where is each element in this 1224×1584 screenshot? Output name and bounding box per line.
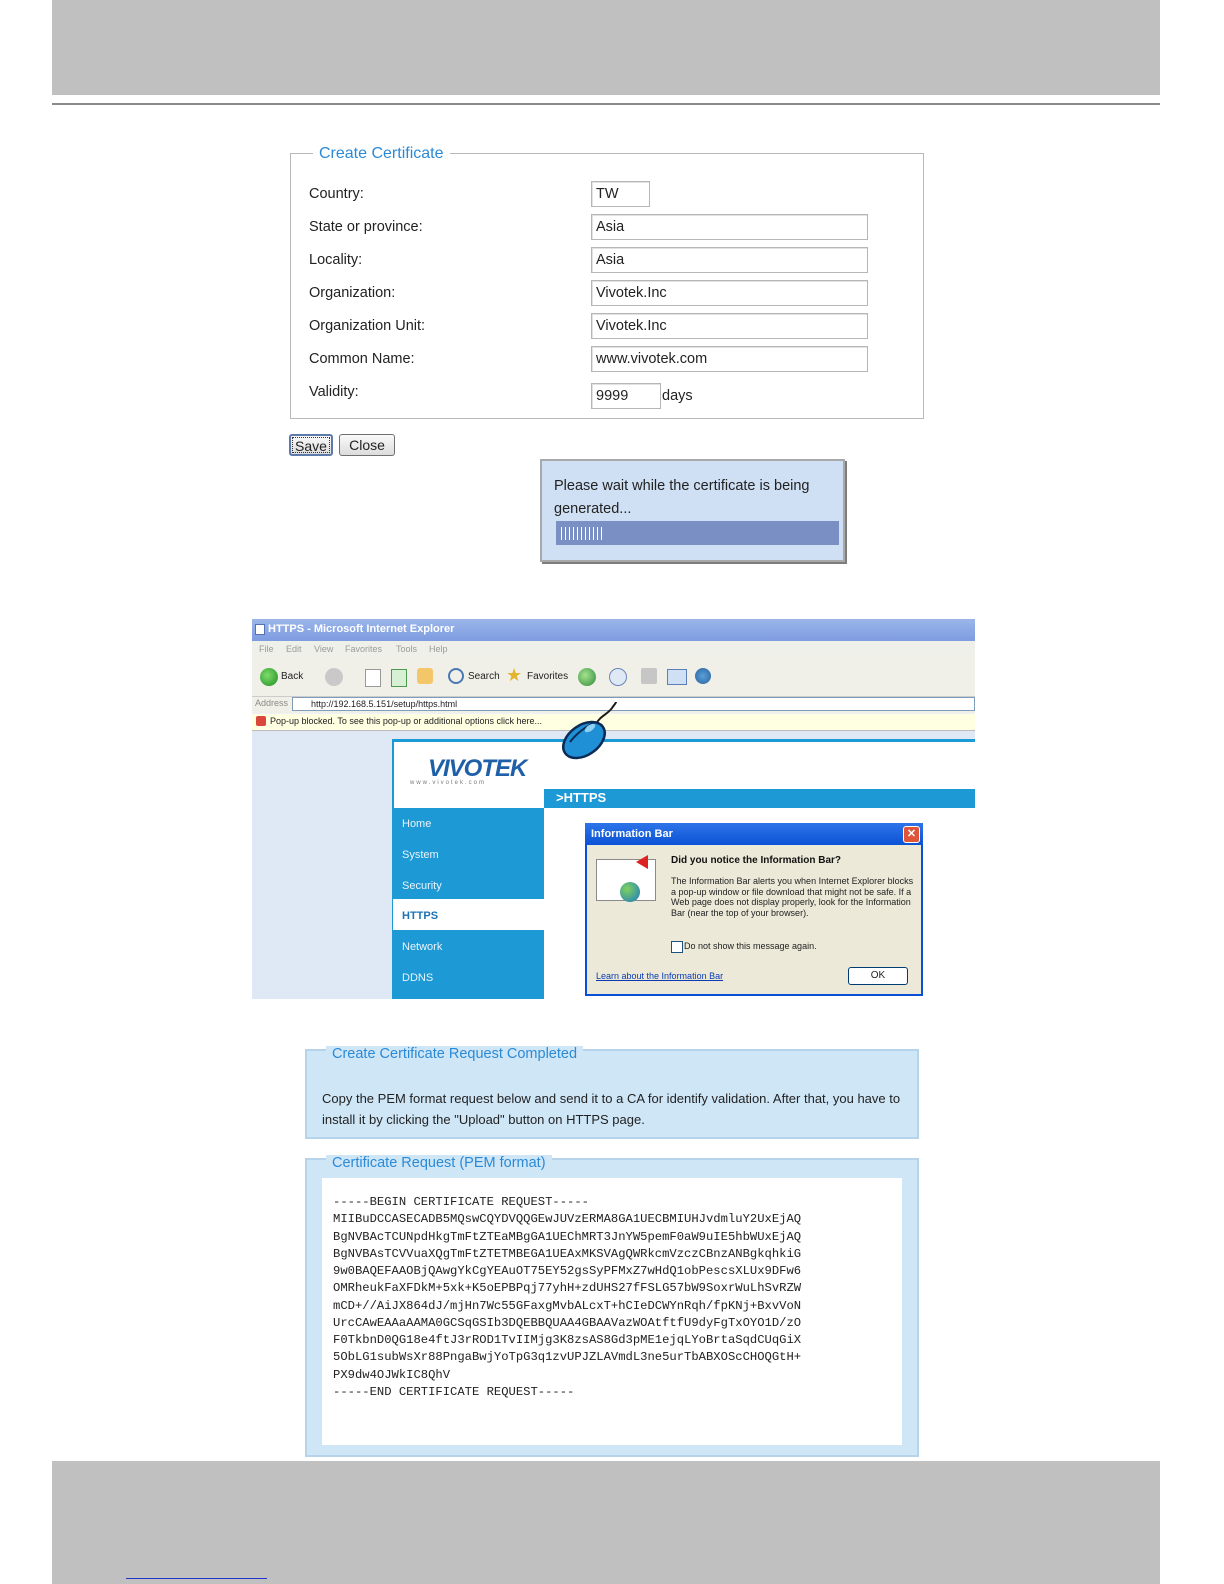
pem-legend: Certificate Request (PEM format) — [326, 1155, 552, 1171]
menu-tools[interactable]: Tools — [396, 644, 418, 654]
country-label: Country: — [309, 186, 364, 202]
arrow-icon — [636, 855, 648, 869]
menu-view[interactable]: View — [314, 644, 334, 654]
dialog-body: The Information Bar alerts you when Internet Explorer blocks a pop-up window or file download that might not be safe. If a Web page does not display properly, look for the Information Bar (near the top of your browser). — [671, 876, 914, 918]
https-header-bar — [544, 789, 975, 808]
save-button[interactable]: Save — [289, 434, 333, 456]
nav-home[interactable]: Home — [402, 818, 432, 830]
dialog-title: Information Bar — [591, 828, 673, 840]
nav-system[interactable]: System — [402, 849, 439, 861]
organization-unit-input[interactable]: Vivotek.Inc — [591, 313, 868, 339]
forward-icon[interactable] — [325, 668, 343, 686]
ie-page-icon — [255, 624, 265, 635]
ok-button[interactable]: OK — [848, 967, 908, 985]
favorites-label[interactable]: Favorites — [527, 671, 569, 682]
locality-input[interactable]: Asia — [591, 247, 868, 273]
stop-icon[interactable] — [365, 669, 381, 687]
back-label[interactable]: Back — [281, 671, 304, 682]
validity-unit: days — [662, 388, 693, 404]
country-input[interactable]: TW — [591, 181, 650, 207]
home-icon[interactable] — [417, 668, 433, 684]
wait-message: Please wait while the certificate is being generated... — [554, 478, 810, 517]
information-bar-text[interactable]: Pop-up blocked. To see this pop-up or additional options click here... — [270, 716, 542, 726]
validity-label: Validity: — [309, 384, 359, 400]
ie-title: HTTPS - Microsoft Internet Explorer — [268, 623, 455, 635]
edit-icon[interactable] — [667, 669, 687, 685]
history-icon[interactable] — [578, 668, 596, 686]
popup-blocked-icon — [256, 716, 266, 726]
mail-icon[interactable] — [609, 668, 627, 686]
menu-file[interactable]: File — [259, 644, 274, 654]
favorites-icon[interactable]: ★ — [506, 665, 523, 685]
common-name-input[interactable]: www.vivotek.com — [591, 346, 868, 372]
print-icon[interactable] — [641, 668, 657, 684]
nav-https[interactable]: HTTPS — [402, 910, 439, 922]
page-header-band — [52, 0, 1160, 95]
globe-icon — [620, 882, 640, 902]
organization-input[interactable]: Vivotek.Inc — [591, 280, 868, 306]
search-icon[interactable] — [448, 668, 464, 684]
menu-edit[interactable]: Edit — [286, 644, 302, 654]
vivotek-logo-subtitle: www.vivotek.com — [410, 780, 487, 786]
create-certificate-legend: Create Certificate — [313, 145, 450, 163]
locality-label: Locality: — [309, 252, 363, 268]
vivotek-logo: VIVOTEK — [428, 755, 527, 782]
progress-indicator — [561, 527, 603, 540]
close-button[interactable]: Close — [339, 434, 395, 456]
back-icon[interactable] — [260, 668, 278, 686]
search-label[interactable]: Search — [468, 671, 500, 682]
footer-link-underline[interactable] — [126, 1578, 267, 1579]
organization-label: Organization: — [309, 285, 396, 301]
state-input[interactable]: Asia — [591, 214, 868, 240]
common-name-label: Common Name: — [309, 351, 415, 367]
ie-window — [252, 619, 975, 999]
messenger-icon[interactable] — [695, 668, 711, 684]
state-label: State or province: — [309, 219, 423, 235]
do-not-show-label[interactable]: Do not show this message again. — [684, 941, 817, 951]
request-completed-legend: Create Certificate Request Completed — [326, 1046, 583, 1062]
header-divider — [52, 103, 1160, 105]
menu-help[interactable]: Help — [429, 644, 448, 654]
pem-content[interactable]: -----BEGIN CERTIFICATE REQUEST----- MIIBuDCCASECADB5MQswCQYDVQQGEwJUVzERMA8GA1UECBMIUHJvdmluY2UxEjAQ BgNVBAcTCUNpdHkgTmFtZTEaMBgGA1UEChMRT3JnYW5pemF0aW9uIE5hbWUxEjAQ BgNVBAsTCVVuaXQgTmFtZTETMBEGA1UEAxMKSVAgQWRkcmVzczCBnzANBgkqhkiG 9w0BAQEFAAOBjQAwgYkCgYEAuOT75EY52gsSyPFMxZ7wHdQ1obPescsXLUx9DFw6 OMRheukFaXFDkM+5xk+K5oEPBPqj77yhH+zdUHS27fFSLG57bW9SoxrWuLhSvRZW mCD+//AiJX864dJ/mjHn7Wc55GFaxgMvbALcxT+hCIeDCWYnRqh/fpKNj+BxvVoN UrcCAwEAAaAAMA0GCSqGSIb3DQEBBQUAA4GBAAVazWOAtftfU9dyFgTxOYO1D/zO F0TkbnD0QG18e4ftJ3rROD1TvIIMjg3K8zsAS8Gd3pME1ejqLYoBrtaSqdCUqGiX 5ObLG1subWsXr88PngaBwjYoTpG3q1zvUPJZLAVmdL3ne5urTbABXOScCHOQGtH+ PX9dw4OJWkIC8QhV -----END CERTIFICATE REQUEST----- — [333, 1195, 802, 1399]
request-completed-description: Copy the PEM format request below and send it to a CA for identify validation. After that, you have to install it by clicking the "Upload" button on HTTPS page. — [322, 1091, 901, 1127]
menu-favorites[interactable]: Favorites — [345, 644, 383, 654]
refresh-icon[interactable] — [391, 669, 407, 687]
address-label: Address — [255, 698, 289, 708]
validity-input[interactable]: 9999 — [591, 383, 661, 409]
mouse-icon — [556, 702, 620, 764]
organization-unit-label: Organization Unit: — [309, 318, 426, 334]
address-input[interactable]: http://192.168.5.151/setup/https.html — [292, 697, 975, 711]
close-icon[interactable]: ✕ — [903, 826, 920, 843]
nav-network[interactable]: Network — [402, 941, 443, 953]
nav-security[interactable]: Security — [402, 880, 442, 892]
page-footer-band — [52, 1461, 1160, 1584]
dialog-heading: Did you notice the Information Bar? — [671, 855, 842, 866]
nav-ddns[interactable]: DDNS — [402, 972, 434, 984]
page-title: >HTTPS — [556, 790, 607, 805]
do-not-show-checkbox[interactable] — [671, 941, 683, 953]
learn-more-link[interactable]: Learn about the Information Bar — [596, 971, 724, 981]
